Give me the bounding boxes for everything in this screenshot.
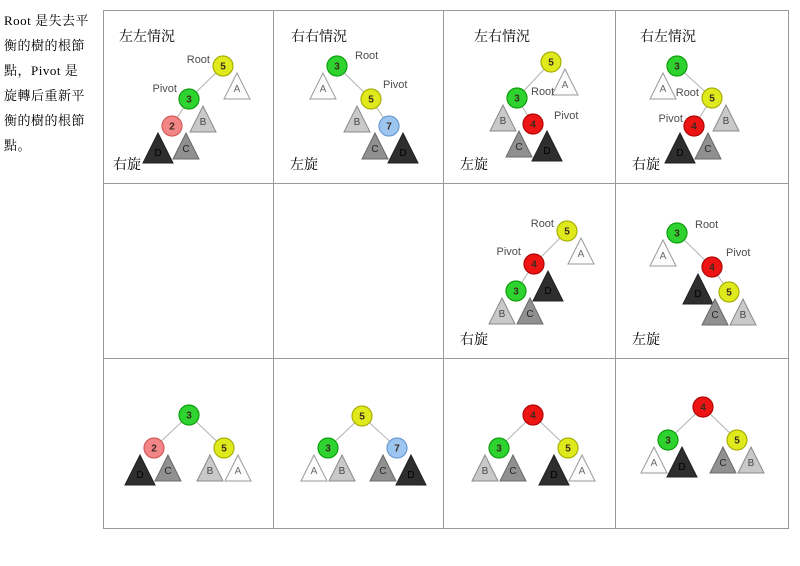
- tree-node-value: 3: [186, 410, 192, 422]
- cell-right-right-result: [274, 359, 444, 528]
- tree-node-value: 3: [674, 228, 680, 240]
- sidenote-line: 衡的樹的根節: [4, 38, 86, 53]
- case-title: 右左情況: [640, 28, 696, 44]
- cell-empty: [274, 184, 444, 359]
- subtree-letter: B: [353, 117, 361, 128]
- subtree-letter: B: [499, 116, 507, 127]
- tree-node-value: 2: [151, 443, 157, 455]
- subtree-letter: A: [233, 84, 241, 95]
- tree-right-left-balanced: [616, 359, 788, 528]
- subtree-letter: C: [164, 466, 172, 477]
- subtree-letter: D: [136, 470, 144, 481]
- tree-node-value: 2: [169, 121, 175, 133]
- cell-empty: [104, 184, 274, 359]
- sidenote-line: 衡的樹的根節: [4, 113, 86, 128]
- cell-left-left-result: [104, 359, 274, 528]
- rotation-caption: 右旋: [632, 156, 660, 172]
- subtree-letter: D: [694, 289, 702, 300]
- subtree-letter: C: [371, 144, 379, 155]
- cell-right-left-result: [616, 359, 788, 528]
- node-role-label: Root: [530, 218, 554, 230]
- rotation-caption: 右旋: [460, 331, 488, 347]
- tree-node-value: 5: [548, 57, 554, 69]
- subtree-letter: A: [650, 458, 658, 469]
- tree-node-value: 4: [709, 262, 715, 274]
- tree-node-value: 4: [700, 402, 706, 414]
- tree-node-value: 5: [359, 411, 365, 423]
- tree-node-value: 7: [394, 443, 400, 455]
- subtree-letter: D: [550, 470, 558, 481]
- subtree-letter: B: [722, 116, 730, 127]
- rotation-caption: 左旋: [460, 156, 488, 172]
- subtree-letter: C: [515, 142, 523, 153]
- tree-node-value: 4: [691, 121, 697, 133]
- subtree-letter: D: [154, 148, 162, 159]
- node-role-label: Root: [531, 86, 555, 98]
- subtree-letter: C: [719, 458, 727, 469]
- node-role-label: Pivot: [383, 79, 408, 91]
- tree-node-value: 3: [514, 93, 520, 105]
- node-role-label: Pivot: [496, 246, 521, 258]
- cell-left-right-intermediate: [444, 184, 616, 359]
- sidenote-line: 點，Pivot 是: [4, 63, 79, 78]
- subtree-letter: C: [711, 310, 719, 321]
- tree-node-value: 5: [221, 443, 227, 455]
- case-title: 右右情況: [291, 28, 347, 44]
- tree-node-value: 3: [674, 61, 680, 73]
- tree-node-value: 5: [564, 226, 570, 238]
- node-role-label: Root: [355, 50, 379, 62]
- node-role-label: Root: [675, 87, 699, 99]
- node-role-label: Pivot: [658, 113, 683, 125]
- subtree-letter: A: [577, 249, 585, 260]
- subtree-letter: A: [578, 466, 586, 477]
- node-role-label: Pivot: [152, 83, 177, 95]
- subtree-letter: A: [561, 80, 569, 91]
- node-role-label: Pivot: [554, 110, 579, 122]
- subtree-letter: B: [747, 458, 755, 469]
- subtree-letter: B: [338, 466, 346, 477]
- tree-node-value: 5: [734, 435, 740, 447]
- node-role-label: Root: [186, 54, 210, 66]
- subtree-letter: A: [319, 84, 327, 95]
- rotation-caption: 左旋: [632, 331, 660, 347]
- rotation-caption: 左旋: [290, 156, 318, 172]
- tree-node-value: 5: [726, 287, 732, 299]
- subtree-letter: B: [739, 310, 747, 321]
- tree-node-value: 4: [530, 410, 536, 422]
- subtree-letter: B: [199, 117, 207, 128]
- tree-node-value: 4: [531, 259, 537, 271]
- tree-right-right-balanced: [274, 359, 443, 528]
- tree-node-value: 3: [665, 435, 671, 447]
- subtree-letter: D: [544, 286, 552, 297]
- sidenote: [4, 8, 104, 158]
- cell-right-left-intermediate: [616, 184, 788, 359]
- case-title: 左左情況: [119, 28, 175, 44]
- cell-left-right-case: [444, 11, 616, 184]
- tree-node-value: 5: [565, 443, 571, 455]
- subtree-letter: C: [704, 144, 712, 155]
- tree-left-right-balanced: [444, 359, 615, 528]
- node-role-label: Root: [695, 219, 719, 231]
- tree-node-value: 5: [709, 93, 715, 105]
- cell-left-right-result: [444, 359, 616, 528]
- tree-node-value: 3: [513, 286, 519, 298]
- subtree-letter: A: [659, 84, 667, 95]
- rotation-caption: 右旋: [113, 156, 141, 172]
- subtree-letter: C: [182, 144, 190, 155]
- rotation-table: [103, 10, 789, 529]
- subtree-letter: C: [379, 466, 387, 477]
- subtree-letter: B: [481, 466, 489, 477]
- sidenote-line: Root 是失去平: [4, 13, 90, 28]
- subtree-letter: C: [509, 466, 517, 477]
- tree-node-value: 3: [325, 443, 331, 455]
- tree-node-value: 4: [530, 119, 536, 131]
- subtree-letter: B: [206, 466, 214, 477]
- tree-left-left-balanced: [104, 359, 273, 528]
- cell-left-left-case: [104, 11, 274, 184]
- subtree-letter: D: [676, 148, 684, 159]
- subtree-letter: D: [407, 470, 415, 481]
- subtree-letter: A: [310, 466, 318, 477]
- tree-node-value: 3: [334, 61, 340, 73]
- node-role-label: Pivot: [726, 247, 751, 259]
- subtree-letter: D: [399, 148, 407, 159]
- cell-right-left-case: [616, 11, 788, 184]
- tree-node-value: 7: [386, 121, 392, 133]
- subtree-letter: C: [526, 309, 534, 320]
- tree-node-value: 5: [368, 94, 374, 106]
- case-title: 左右情況: [474, 28, 530, 44]
- subtree-letter: D: [543, 146, 551, 157]
- sidenote-line: 旋轉后重新平: [4, 88, 86, 103]
- subtree-letter: A: [234, 466, 242, 477]
- subtree-letter: B: [498, 309, 506, 320]
- tree-node-value: 5: [220, 61, 226, 73]
- cell-right-right-case: [274, 11, 444, 184]
- tree-node-value: 3: [496, 443, 502, 455]
- sidenote-line: 點。: [4, 138, 32, 153]
- subtree-letter: A: [659, 251, 667, 262]
- subtree-letter: D: [678, 462, 686, 473]
- tree-node-value: 3: [186, 94, 192, 106]
